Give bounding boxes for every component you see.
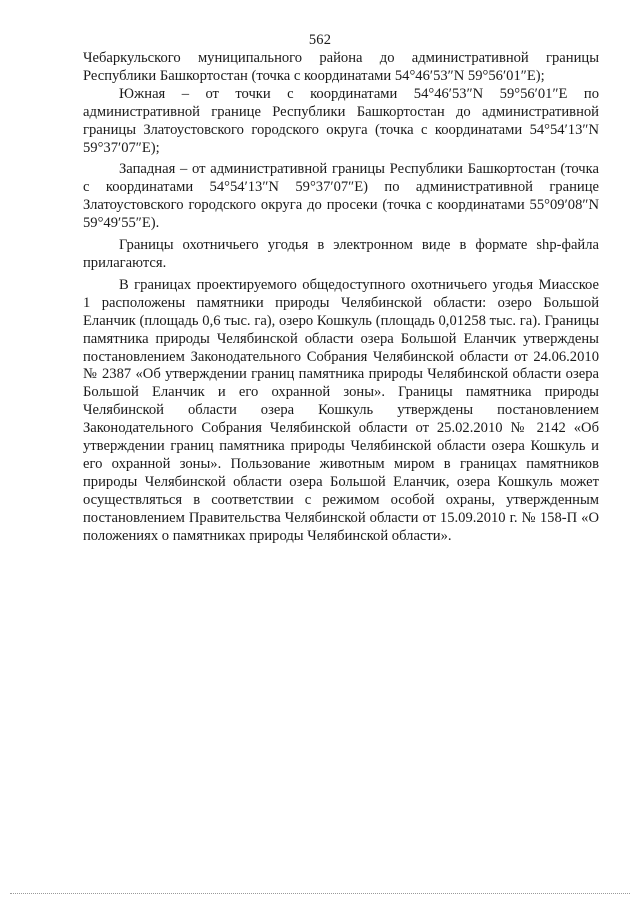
paragraph-nature-monuments: В границах проектируемого общедоступного охотничьего угодья Миасское 1 расположены памятники природы Челябинской области: озеро Большой Еланчик (площадь 0,6 тыс. га), озеро Кошкуль (площадь 0,01258 тыс. га). Границы памятника природы Челябинской области озера Большой Еланчик утверждены постановлением Законодательного Собрания Челябинской области от 24.06.2010 № 2387 «Об утверждении границ памятника природы Челябинской области озера Большой Еланчик и его охранной зоны». Границы памятника природы Челябинской области озера Кошкуль утверждены постановлением Законодательного Собрания Челябинской области от 25.02.2010 № 2142 «Об утверждении границ памятника природы Челябинской области озера Кошкуль и его охранной зоны». Пользование животным миром в границах памятников природы Челябинской области озера Большой Еланчик, озера Кошкуль может осуществляться в соответствии с режимом особой охраны, утвержденным постановлением Правительства Челябинской области от 15.09.2010 г. № 158-П «О положениях о памятниках природы Челябинской области».: [83, 276, 599, 544]
paragraph-northern-boundary-continuation: Чебаркульского муниципального района до административной границы Республики Башкортостан (точка с координатами 54°46′53″N 59°56′01″E);: [83, 50, 599, 84]
page-bottom-edge: [10, 893, 630, 894]
paragraph-western-boundary: Западная – от административной границы Республики Башкортостан (точка с координатами 54°54′13″N 59°37′07″E) по административной границе Златоустовского городского округа до просеки (точка с координатами 55°09′08″N 59°49′55″E).: [83, 161, 599, 232]
page-number: 562: [308, 32, 332, 48]
paragraph-southern-boundary: Южная – от точки с координатами 54°46′53″N 59°56′01″E по административной границе Республики Башкортостан до административной границы Златоустовского городского округа (точка с координатами 54°54′13″N 59°37′07″E);: [83, 85, 599, 156]
paragraph-shp-file-note: Границы охотничьего угодья в электронном виде в формате shp-файла прилагаются.: [83, 237, 599, 271]
document-body: [83, 50, 599, 545]
